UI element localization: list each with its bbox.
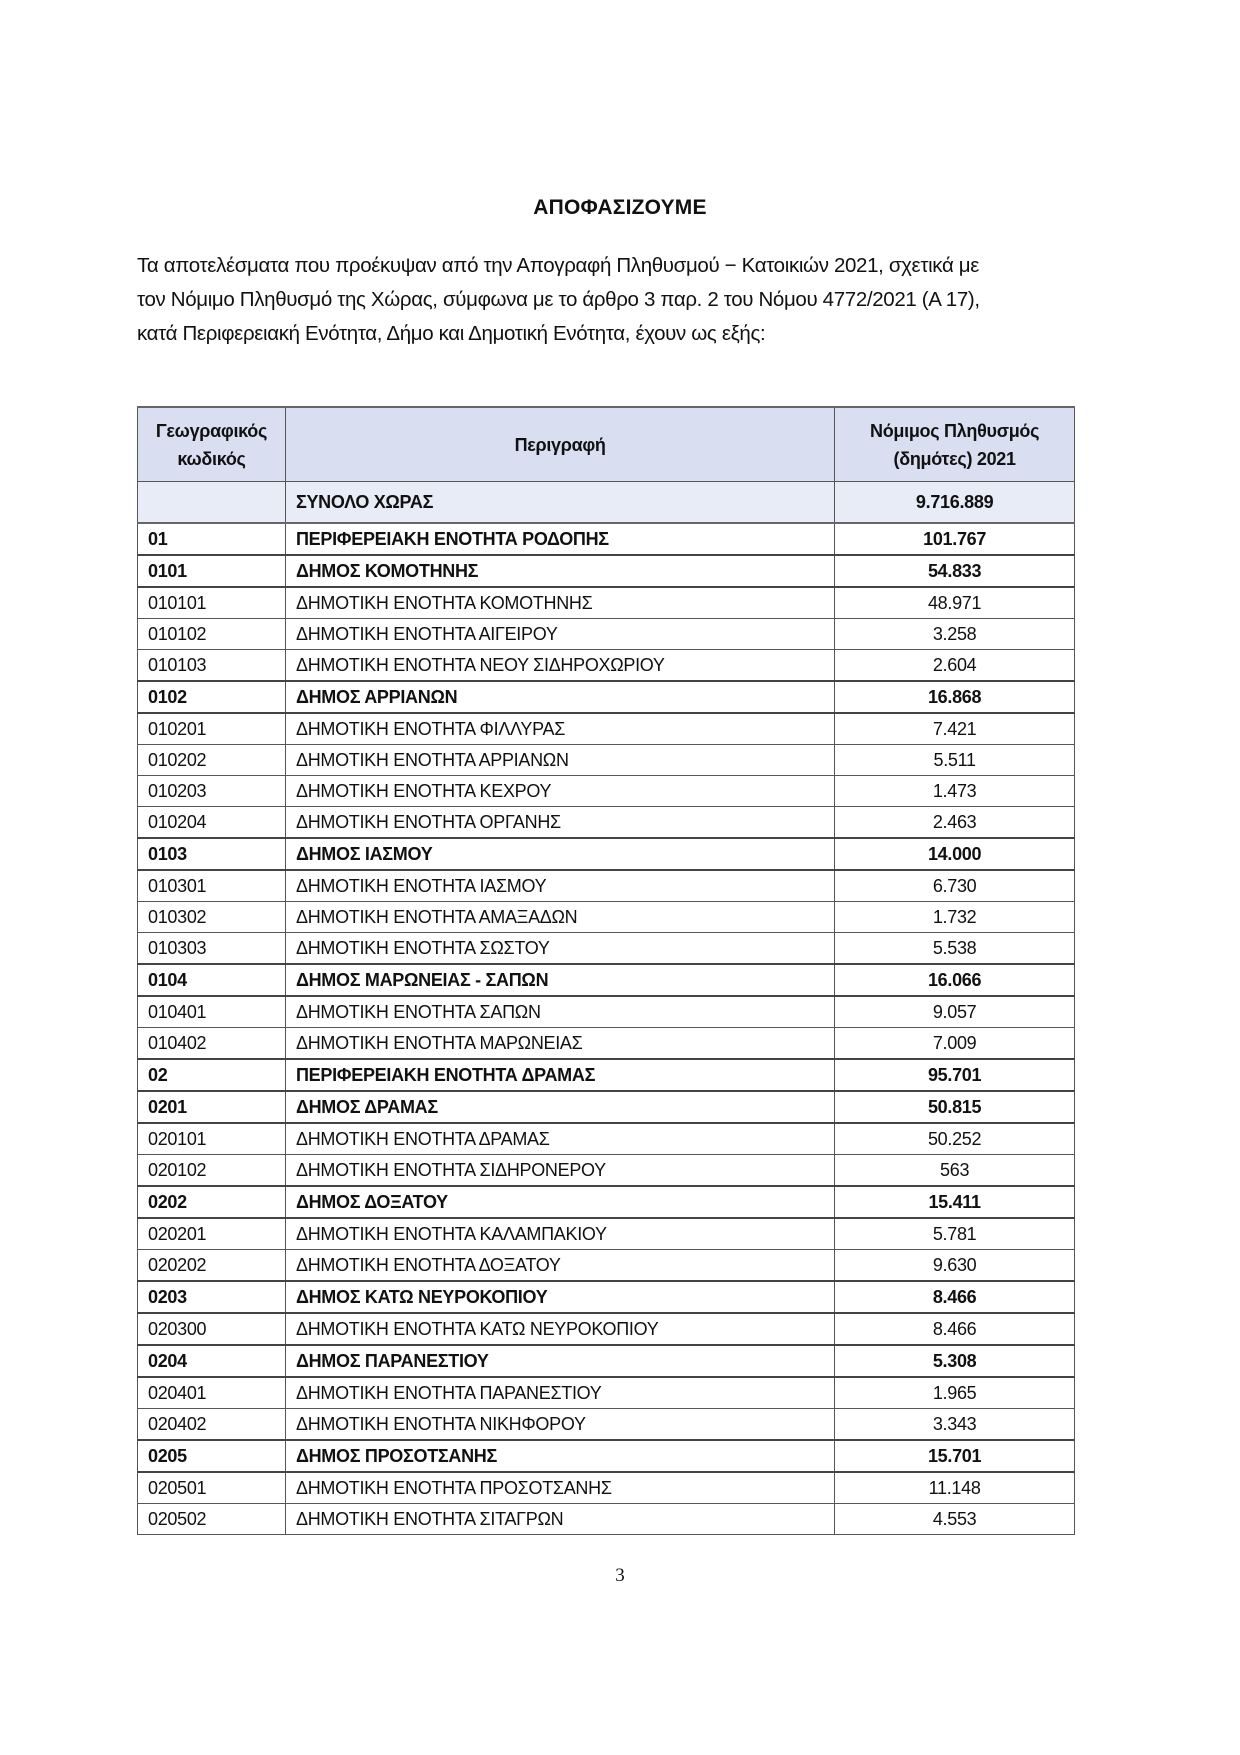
- row-code: 010402: [138, 1028, 286, 1060]
- table-row-aggregate: [138, 964, 1075, 996]
- row-code: 0104: [138, 964, 286, 996]
- row-code: 010103: [138, 650, 286, 682]
- table-row: [138, 870, 1075, 902]
- row-description: ΔΗΜΟΣ ΔΡΑΜΑΣ: [285, 1091, 834, 1123]
- row-population: 3.343: [835, 1409, 1075, 1441]
- row-code: 010301: [138, 870, 286, 902]
- table-row: [138, 1028, 1075, 1060]
- row-description: ΔΗΜΟΣ ΜΑΡΩΝΕΙΑΣ - ΣΑΠΩΝ: [285, 964, 834, 996]
- row-population: 563: [835, 1155, 1075, 1187]
- row-description: ΔΗΜΟΤΙΚΗ ΕΝΟΤΗΤΑ ΚΑΛΑΜΠΑΚΙΟΥ: [285, 1218, 834, 1250]
- row-population: 14.000: [835, 838, 1075, 870]
- row-population: 50.815: [835, 1091, 1075, 1123]
- row-code: 020501: [138, 1472, 286, 1504]
- row-code: 010401: [138, 996, 286, 1028]
- row-code: 010102: [138, 619, 286, 650]
- table-row-aggregate: [138, 1059, 1075, 1091]
- row-code: 010204: [138, 807, 286, 839]
- table-row-aggregate: [138, 1345, 1075, 1377]
- row-description: ΔΗΜΟΣ ΚΑΤΩ ΝΕΥΡΟΚΟΠΙΟΥ: [285, 1281, 834, 1313]
- header-geo-code-line1: Γεωγραφικός: [155, 420, 268, 441]
- table-row-aggregate: [138, 681, 1075, 713]
- row-population: 4.553: [835, 1504, 1075, 1535]
- row-population: 54.833: [835, 555, 1075, 587]
- row-description: ΔΗΜΟΤΙΚΗ ΕΝΟΤΗΤΑ ΙΑΣΜΟΥ: [285, 870, 834, 902]
- row-population: 95.701: [835, 1059, 1075, 1091]
- row-code: 020102: [138, 1155, 286, 1187]
- row-description: ΔΗΜΟΣ ΔΟΞΑΤΟΥ: [285, 1186, 834, 1218]
- row-code: 020101: [138, 1123, 286, 1155]
- row-description: ΔΗΜΟΤΙΚΗ ΕΝΟΤΗΤΑ ΑΙΓΕΙΡΟΥ: [285, 619, 834, 650]
- row-population: 6.730: [835, 870, 1075, 902]
- row-population: 5.511: [835, 745, 1075, 776]
- row-population: 5.781: [835, 1218, 1075, 1250]
- table-row: [138, 713, 1075, 745]
- population-table: [137, 406, 1075, 1535]
- intro-line: Τα αποτελέσματα που προέκυψαν από την Απογραφή Πληθυσμού − Κατοικιών 2021, σχετικά με: [137, 254, 980, 277]
- row-description: ΔΗΜΟΣ ΑΡΡΙΑΝΩΝ: [285, 681, 834, 713]
- row-population: 9.057: [835, 996, 1075, 1028]
- table-row: [138, 1155, 1075, 1187]
- table-row-aggregate: [138, 523, 1075, 555]
- row-code: 010101: [138, 587, 286, 619]
- row-description: ΔΗΜΟΤΙΚΗ ΕΝΟΤΗΤΑ ΝΕΟΥ ΣΙΔΗΡΟΧΩΡΙΟΥ: [285, 650, 834, 682]
- row-code: 010201: [138, 713, 286, 745]
- row-population: 15.411: [835, 1186, 1075, 1218]
- row-code: 0202: [138, 1186, 286, 1218]
- row-code: 0203: [138, 1281, 286, 1313]
- intro-line: κατά Περιφερειακή Ενότητα, Δήμο και Δημοτική Ενότητα, έχουν ως εξής:: [137, 322, 766, 345]
- row-population: 101.767: [835, 523, 1075, 555]
- row-description: ΔΗΜΟΤΙΚΗ ΕΝΟΤΗΤΑ ΠΡΟΣΟΤΣΑΝΗΣ: [285, 1472, 834, 1504]
- table-row: [138, 776, 1075, 807]
- row-code: 020502: [138, 1504, 286, 1535]
- row-description: ΔΗΜΟΣ ΚΟΜΟΤΗΝΗΣ: [285, 555, 834, 587]
- row-description: ΠΕΡΙΦΕΡΕΙΑΚΗ ΕΝΟΤΗΤΑ ΡΟΔΟΠΗΣ: [285, 523, 834, 555]
- total-description: ΣΥΝΟΛΟ ΧΩΡΑΣ: [285, 482, 834, 524]
- row-code: 020300: [138, 1313, 286, 1345]
- table-row: [138, 1313, 1075, 1345]
- table-row: [138, 1377, 1075, 1409]
- header-population-line2: (δημότες) 2021: [893, 448, 1016, 469]
- row-description: ΔΗΜΟΤΙΚΗ ΕΝΟΤΗΤΑ ΣΙΔΗΡΟΝΕΡΟΥ: [285, 1155, 834, 1187]
- row-description: ΔΗΜΟΤΙΚΗ ΕΝΟΤΗΤΑ ΚΟΜΟΤΗΝΗΣ: [285, 587, 834, 619]
- table-row-aggregate: [138, 1186, 1075, 1218]
- row-code: 010202: [138, 745, 286, 776]
- row-description: ΔΗΜΟΤΙΚΗ ΕΝΟΤΗΤΑ ΠΑΡΑΝΕΣΤΙΟΥ: [285, 1377, 834, 1409]
- row-population: 5.538: [835, 933, 1075, 965]
- row-description: ΔΗΜΟΤΙΚΗ ΕΝΟΤΗΤΑ ΣΩΣΤΟΥ: [285, 933, 834, 965]
- row-population: 8.466: [835, 1281, 1075, 1313]
- row-description: ΔΗΜΟΤΙΚΗ ΕΝΟΤΗΤΑ ΑΡΡΙΑΝΩΝ: [285, 745, 834, 776]
- intro-paragraph: [137, 249, 1097, 351]
- table-row: [138, 619, 1075, 650]
- row-population: 7.421: [835, 713, 1075, 745]
- header-row: [138, 407, 1075, 482]
- header-geo-code-line2: κωδικός: [177, 448, 246, 469]
- table-row: [138, 650, 1075, 682]
- table-row: [138, 807, 1075, 839]
- row-code: 0101: [138, 555, 286, 587]
- row-population: 50.252: [835, 1123, 1075, 1155]
- row-code: 0103: [138, 838, 286, 870]
- row-code: 010303: [138, 933, 286, 965]
- row-population: 11.148: [835, 1472, 1075, 1504]
- row-description: ΔΗΜΟΤΙΚΗ ΕΝΟΤΗΤΑ ΔΟΞΑΤΟΥ: [285, 1250, 834, 1282]
- row-code: 020201: [138, 1218, 286, 1250]
- header-geo-code: [138, 407, 286, 482]
- row-population: 7.009: [835, 1028, 1075, 1060]
- table-row: [138, 1250, 1075, 1282]
- table-row: [138, 902, 1075, 933]
- table-row-aggregate: [138, 838, 1075, 870]
- row-population: 9.630: [835, 1250, 1075, 1282]
- row-population: 16.868: [835, 681, 1075, 713]
- table-row: [138, 587, 1075, 619]
- header-population-line1: Νόμιμος Πληθυσμός: [870, 420, 1040, 441]
- row-population: 15.701: [835, 1440, 1075, 1472]
- row-description: ΔΗΜΟΤΙΚΗ ΕΝΟΤΗΤΑ ΟΡΓΑΝΗΣ: [285, 807, 834, 839]
- table-row-aggregate: [138, 1440, 1075, 1472]
- row-description: ΔΗΜΟΤΙΚΗ ΕΝΟΤΗΤΑ ΣΑΠΩΝ: [285, 996, 834, 1028]
- table-row: [138, 1472, 1075, 1504]
- row-population: 16.066: [835, 964, 1075, 996]
- table-row-aggregate: [138, 1281, 1075, 1313]
- table-row-aggregate: [138, 1091, 1075, 1123]
- row-population: 3.258: [835, 619, 1075, 650]
- table-header: [138, 407, 1075, 482]
- table-row: [138, 1218, 1075, 1250]
- table-row: [138, 933, 1075, 965]
- row-code: 010302: [138, 902, 286, 933]
- table-row: [138, 745, 1075, 776]
- row-description: ΔΗΜΟΤΙΚΗ ΕΝΟΤΗΤΑ ΔΡΑΜΑΣ: [285, 1123, 834, 1155]
- total-code: [138, 482, 286, 524]
- total-value: 9.716.889: [835, 482, 1075, 524]
- row-description: ΔΗΜΟΣ ΠΑΡΑΝΕΣΤΙΟΥ: [285, 1345, 834, 1377]
- row-code: 0102: [138, 681, 286, 713]
- table-row-aggregate: [138, 555, 1075, 587]
- row-description: ΠΕΡΙΦΕΡΕΙΑΚΗ ΕΝΟΤΗΤΑ ΔΡΑΜΑΣ: [285, 1059, 834, 1091]
- table-row: [138, 1504, 1075, 1535]
- intro-line: τον Νόμιμο Πληθυσμό της Χώρας, σύμφωνα με το άρθρο 3 παρ. 2 του Νόμου 4772/2021 (Α 17),: [137, 288, 980, 311]
- row-description: ΔΗΜΟΤΙΚΗ ΕΝΟΤΗΤΑ ΝΙΚΗΦΟΡΟΥ: [285, 1409, 834, 1441]
- row-code: 01: [138, 523, 286, 555]
- row-code: 020401: [138, 1377, 286, 1409]
- row-code: 02: [138, 1059, 286, 1091]
- decision-heading: ΑΠΟΦΑΣΙΖΟΥΜΕ: [533, 196, 707, 219]
- row-population: 2.463: [835, 807, 1075, 839]
- table-row: [138, 996, 1075, 1028]
- row-code: 0204: [138, 1345, 286, 1377]
- row-population: 8.466: [835, 1313, 1075, 1345]
- row-code: 020402: [138, 1409, 286, 1441]
- page-number: 3: [615, 1565, 625, 1586]
- row-code: 010203: [138, 776, 286, 807]
- row-description: ΔΗΜΟΣ ΠΡΟΣΟΤΣΑΝΗΣ: [285, 1440, 834, 1472]
- row-description: ΔΗΜΟΤΙΚΗ ΕΝΟΤΗΤΑ ΣΙΤΑΓΡΩΝ: [285, 1504, 834, 1535]
- row-population: 1.732: [835, 902, 1075, 933]
- table-body: [138, 482, 1075, 1535]
- row-description: ΔΗΜΟΤΙΚΗ ΕΝΟΤΗΤΑ ΑΜΑΞΑΔΩΝ: [285, 902, 834, 933]
- header-description: Περιγραφή: [285, 407, 834, 482]
- row-description: ΔΗΜΟΤΙΚΗ ΕΝΟΤΗΤΑ ΚΑΤΩ ΝΕΥΡΟΚΟΠΙΟΥ: [285, 1313, 834, 1345]
- row-description: ΔΗΜΟΤΙΚΗ ΕΝΟΤΗΤΑ ΜΑΡΩΝΕΙΑΣ: [285, 1028, 834, 1060]
- row-population: 5.308: [835, 1345, 1075, 1377]
- table-row: [138, 1409, 1075, 1441]
- header-population: [835, 407, 1075, 482]
- row-description: ΔΗΜΟΤΙΚΗ ΕΝΟΤΗΤΑ ΚΕΧΡΟΥ: [285, 776, 834, 807]
- total-row: [138, 482, 1075, 524]
- row-code: 0201: [138, 1091, 286, 1123]
- table-row: [138, 1123, 1075, 1155]
- row-code: 0205: [138, 1440, 286, 1472]
- row-population: 2.604: [835, 650, 1075, 682]
- row-description: ΔΗΜΟΣ ΙΑΣΜΟΥ: [285, 838, 834, 870]
- row-code: 020202: [138, 1250, 286, 1282]
- row-population: 1.965: [835, 1377, 1075, 1409]
- row-description: ΔΗΜΟΤΙΚΗ ΕΝΟΤΗΤΑ ΦΙΛΛΥΡΑΣ: [285, 713, 834, 745]
- row-population: 1.473: [835, 776, 1075, 807]
- row-population: 48.971: [835, 587, 1075, 619]
